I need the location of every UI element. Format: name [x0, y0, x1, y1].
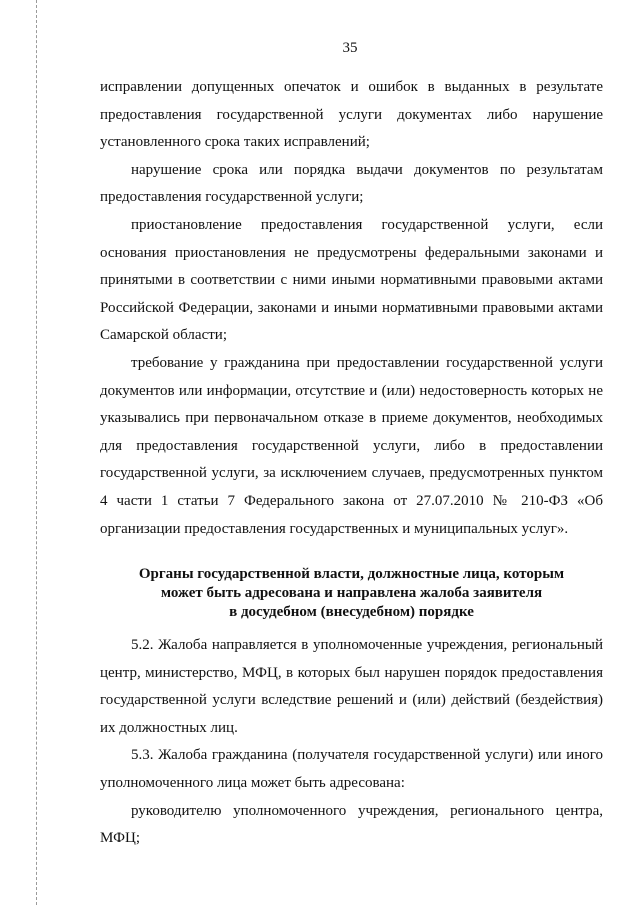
paragraph-document-requirement: требование у гражданина при предоставлении государственной услуги документов или информации, отсутствие и (или) недостоверность которых не указывались при первоначальном отказе в приеме документов, необходимых для предоставления государственной услуги, либо в предоставлении государственной услуги, за исключением случаев, предусмотренных пунктом 4 части 1 статьи 7 Федерального закона от 27.07.2010 № 210-ФЗ «Об организации предоставления государственных и муниципальных услуг».: [100, 354, 603, 537]
paragraph-corrections-violation: исправлении допущенных опечаток и ошибок в выданных в результате предоставления государственной услуги документах либо нарушение установленного срока таких исправлений;: [100, 79, 603, 151]
page-number: 35: [342, 40, 358, 56]
document-body: [100, 74, 603, 853]
section-heading: [100, 565, 603, 622]
scan-margin-line: [36, 0, 37, 905]
paragraph-issuance-violation: нарушение срока или порядка выдачи документов по результатам предоставления государственной услуги;: [100, 161, 603, 206]
paragraph-5-2: 5.2. Жалоба направляется в уполномоченные учреждения, региональный центр, министерство, МФЦ, в которых был нарушен порядок предоставления государственной услуги вследствие решений и (или) действий (бездействия) их должностных лиц.: [100, 637, 603, 736]
paragraph-suspension: приостановление предоставления государственной услуги, если основания приостановления не предусмотрены федеральными законами и принятыми в соответствии с ними иными нормативными правовыми актами Российской Федерации, законами и иными нормативными правовыми актами Самарской области;: [100, 216, 603, 344]
section-heading-line-1: Органы государственной власти, должностные лица, которым: [138, 566, 565, 583]
section-heading-line-2: может быть адресована и направлена жалоба заявителя: [160, 585, 543, 602]
paragraph-head-of-institution: руководителю уполномоченного учреждения, регионального центра, МФЦ;: [100, 802, 603, 847]
section-heading-line-3: в досудебном (внесудебном) порядке: [229, 604, 474, 621]
paragraph-5-3: 5.3. Жалоба гражданина (получателя государственной услуги) или иного уполномоченного лица может быть адресована:: [100, 747, 603, 792]
